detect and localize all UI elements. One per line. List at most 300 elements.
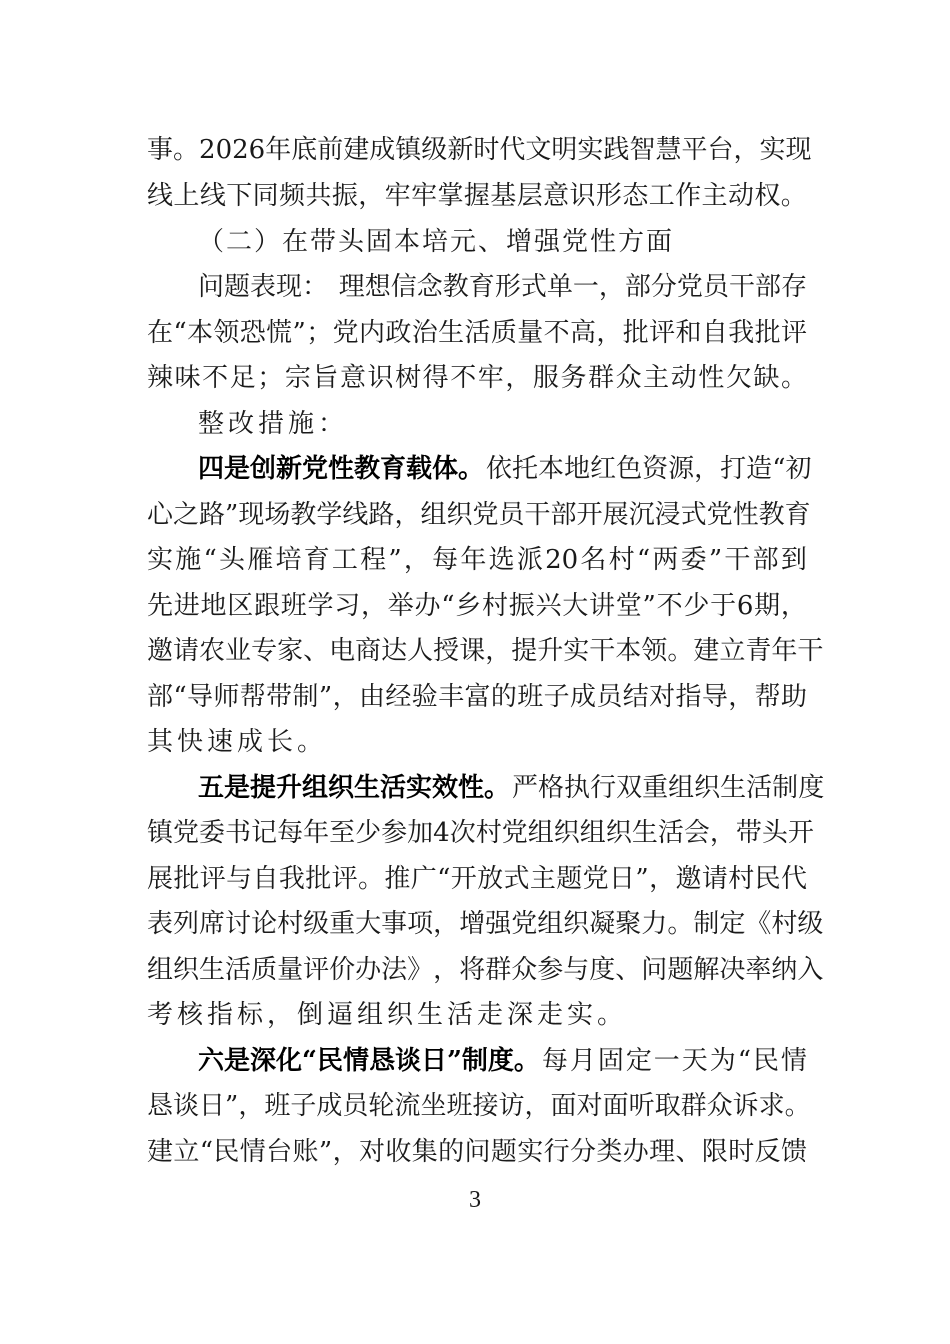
glyph: 选 — [488, 545, 515, 575]
glyph: 建 — [343, 135, 370, 165]
glyph: 每 — [277, 818, 304, 848]
glyph: 色 — [616, 454, 643, 484]
glyph: 与 — [563, 955, 590, 985]
glyph: 生 — [438, 318, 465, 348]
glyph: 辣 — [147, 363, 174, 393]
glyph: “ — [772, 454, 786, 484]
glyph: 前 — [317, 135, 344, 165]
glyph: 诉 — [732, 1091, 759, 1121]
glyph: 民 — [213, 1137, 240, 1167]
glyph: 事 — [147, 135, 174, 165]
glyph: 践 — [603, 135, 630, 165]
glyph: 欠 — [725, 363, 752, 393]
measure-6-text — [542, 1041, 807, 1081]
glyph: 年 — [303, 818, 330, 848]
glyph: 大 — [355, 909, 382, 939]
glyph: 党 — [582, 864, 609, 894]
glyph: 组 — [537, 909, 564, 939]
glyph: 授 — [433, 636, 460, 666]
glyph: 办 — [622, 1137, 649, 1167]
glyph: 不 — [656, 591, 683, 621]
glyph: 程 — [360, 545, 387, 575]
glyph: 生 — [199, 955, 226, 985]
glyph: 党 — [501, 818, 528, 848]
glyph: 实 — [147, 545, 174, 575]
glyph: 批 — [622, 318, 649, 348]
glyph: ， — [358, 181, 385, 211]
text-line — [147, 677, 807, 717]
measure-4-first-line — [198, 449, 812, 489]
glyph: 党 — [332, 318, 359, 348]
glyph: 将 — [459, 955, 486, 985]
glyph: 立 — [173, 1137, 200, 1167]
glyph: 推 — [384, 864, 411, 894]
glyph: ， — [598, 272, 625, 302]
glyph: ： — [302, 272, 329, 302]
text-line — [147, 859, 807, 899]
glyph: 表 — [147, 909, 174, 939]
text-line — [147, 176, 807, 216]
text-line — [147, 130, 812, 170]
glyph: 村 — [482, 591, 509, 621]
glyph: 实 — [563, 636, 590, 666]
glyph: 4 — [433, 818, 450, 848]
glyph: 干 — [724, 545, 751, 575]
glyph: 格 — [538, 773, 565, 803]
glyph: ， — [505, 363, 532, 393]
glyph: 双 — [616, 773, 643, 803]
glyph: 育 — [784, 500, 811, 530]
glyph: 式 — [680, 500, 707, 530]
glyph: 少 — [683, 591, 710, 621]
glyph: 题 — [556, 864, 583, 894]
glyph: 批 — [173, 864, 200, 894]
glyph: 领 — [213, 318, 240, 348]
glyph: 务 — [560, 363, 587, 393]
glyph: 广 — [410, 864, 437, 894]
glyph: 对 — [358, 1137, 385, 1167]
glyph: 对 — [649, 682, 676, 712]
glyph: 农 — [199, 636, 226, 666]
glyph: 组 — [579, 818, 606, 848]
text-line — [147, 631, 824, 671]
glyph: 论 — [251, 909, 278, 939]
glyph: 镇 — [395, 135, 422, 165]
glyph: 存 — [780, 272, 807, 302]
glyph: 达 — [381, 636, 408, 666]
glyph: 助 — [780, 682, 807, 712]
glyph: 牢 — [411, 181, 438, 211]
glyph: 次 — [449, 818, 476, 848]
glyph: 念 — [416, 272, 443, 302]
glyph: 场 — [264, 500, 291, 530]
glyph: 。 — [667, 636, 694, 666]
glyph: 列 — [173, 909, 200, 939]
glyph: 级 — [303, 909, 330, 939]
glyph: 本 — [187, 318, 214, 348]
glyph: 织 — [563, 909, 590, 939]
glyph: 态 — [622, 181, 649, 211]
glyph: ； — [306, 318, 333, 348]
measures-label: 整改措施： — [198, 409, 349, 439]
text-line: 考核指标，倒逼组织生活走深走实。 — [147, 1000, 628, 1030]
glyph: 自 — [252, 864, 279, 894]
glyph: 率 — [745, 955, 772, 985]
glyph: 一 — [572, 272, 599, 302]
glyph: 干 — [797, 636, 824, 666]
glyph: 富 — [464, 682, 491, 712]
glyph: 。 — [780, 181, 807, 211]
glyph: 代 — [780, 864, 807, 894]
glyph: 高 — [569, 318, 596, 348]
glyph: 书 — [225, 818, 252, 848]
glyph: 轮 — [368, 1091, 395, 1121]
glyph: 不 — [202, 363, 229, 393]
glyph: 织 — [605, 818, 632, 848]
glyph: 组 — [147, 955, 174, 985]
glyph: 资 — [642, 454, 669, 484]
glyph: 分 — [569, 1137, 596, 1167]
glyph: 共 — [305, 181, 332, 211]
glyph: 行 — [590, 773, 617, 803]
glyph: 量 — [277, 955, 304, 985]
glyph: 反 — [754, 1137, 781, 1167]
glyph: 增 — [459, 909, 486, 939]
glyph: 之 — [173, 500, 200, 530]
glyph: ” — [708, 545, 723, 575]
text-line — [147, 313, 807, 353]
glyph: 性 — [732, 500, 759, 530]
glyph: 子 — [543, 682, 570, 712]
glyph: ” — [225, 1091, 239, 1121]
glyph: 会 — [683, 818, 710, 848]
glyph: 帮 — [754, 682, 781, 712]
glyph: 党 — [173, 818, 200, 848]
glyph: 与 — [226, 864, 253, 894]
glyph: 线 — [342, 500, 369, 530]
glyph: ， — [403, 545, 430, 575]
glyph: 我 — [728, 318, 755, 348]
glyph: 路 — [368, 500, 395, 530]
glyph: 6 — [736, 591, 754, 621]
glyph: 主 — [643, 363, 670, 393]
text-line — [147, 813, 814, 853]
glyph: 员 — [342, 1091, 369, 1121]
glyph: 。 — [780, 363, 807, 393]
glyph: 员 — [702, 272, 729, 302]
glyph: 展 — [147, 864, 174, 894]
glyph: 时 — [728, 1137, 755, 1167]
glyph: 台 — [266, 1137, 293, 1167]
glyph: 帮 — [239, 682, 266, 712]
glyph: 建 — [147, 1137, 174, 1167]
glyph: 批 — [305, 864, 332, 894]
glyph: 握 — [463, 181, 490, 211]
glyph: 电 — [329, 636, 356, 666]
glyph: 、 — [615, 955, 642, 985]
glyph: 年 — [460, 545, 487, 575]
glyph: 本 — [538, 454, 565, 484]
glyph: 成 — [316, 1091, 343, 1121]
glyph: 想 — [364, 272, 391, 302]
glyph: 班 — [517, 682, 544, 712]
glyph: 。 — [173, 135, 200, 165]
glyph: ， — [238, 1091, 265, 1121]
glyph: 织 — [173, 955, 200, 985]
glyph: 初 — [785, 454, 812, 484]
glyph: 级 — [797, 909, 824, 939]
glyph: 头 — [218, 545, 245, 575]
glyph: 力 — [641, 909, 668, 939]
glyph: ， — [728, 682, 755, 712]
glyph: 信 — [390, 272, 417, 302]
glyph: 类 — [596, 1137, 623, 1167]
glyph: “ — [199, 1137, 214, 1167]
glyph: ； — [257, 363, 284, 393]
text-line — [147, 1086, 811, 1126]
glyph: 平 — [681, 135, 708, 165]
glyph: 升 — [537, 636, 564, 666]
glyph: 员 — [498, 500, 525, 530]
glyph: 带 — [266, 682, 293, 712]
glyph: 众 — [511, 955, 538, 985]
glyph: 振 — [331, 181, 358, 211]
glyph: 开 — [787, 818, 814, 848]
glyph: 干 — [524, 500, 551, 530]
glyph: 评 — [303, 955, 330, 985]
glyph: 建 — [693, 636, 720, 666]
glyph: “ — [437, 864, 451, 894]
glyph: 振 — [508, 591, 535, 621]
glyph: 放 — [477, 864, 504, 894]
glyph: 日 — [199, 1091, 226, 1121]
glyph: 不 — [450, 363, 477, 393]
glyph: 教 — [758, 500, 785, 530]
glyph: 限 — [701, 1137, 728, 1167]
glyph: 席 — [199, 909, 226, 939]
glyph: 村 — [475, 818, 502, 848]
glyph: 跟 — [254, 591, 281, 621]
glyph: 谈 — [173, 1091, 200, 1121]
glyph: 学 — [307, 591, 334, 621]
glyph: 村 — [771, 909, 798, 939]
glyph: ， — [332, 682, 359, 712]
glyph: 日 — [609, 864, 636, 894]
glyph: 题 — [667, 955, 694, 985]
glyph: 级 — [421, 135, 448, 165]
glyph: 主 — [701, 181, 728, 211]
glyph: 评 — [780, 318, 807, 348]
glyph: 面 — [550, 1091, 577, 1121]
glyph: 心 — [147, 500, 174, 530]
glyph: 现 — [276, 272, 303, 302]
glyph: 不 — [543, 318, 570, 348]
glyph: 访 — [498, 1091, 525, 1121]
glyph: 月 — [569, 1046, 596, 1076]
glyph: 课 — [459, 636, 486, 666]
glyph: 于 — [710, 591, 737, 621]
glyph: 账 — [292, 1137, 319, 1167]
glyph: 先 — [147, 591, 174, 621]
glyph: 干 — [728, 272, 755, 302]
glyph: 一 — [653, 1046, 680, 1076]
glyph: ， — [524, 1091, 551, 1121]
glyph: ” — [388, 545, 402, 575]
glyph: 掌 — [437, 181, 464, 211]
glyph: 题 — [224, 272, 251, 302]
glyph: “ — [636, 545, 651, 575]
glyph: 聚 — [615, 909, 642, 939]
glyph: 群 — [485, 955, 512, 985]
measure-5-title: 五是提升组织生活实效性。 — [198, 773, 511, 803]
glyph: 线 — [147, 181, 174, 211]
text-line — [147, 950, 824, 990]
measure-6-first-line — [198, 1041, 807, 1081]
glyph: 班 — [280, 591, 307, 621]
glyph: 实 — [577, 135, 604, 165]
glyph: 群 — [588, 363, 615, 393]
glyph: 执 — [564, 773, 591, 803]
glyph: 为 — [709, 1046, 736, 1076]
glyph: 面 — [602, 1091, 629, 1121]
text-line — [147, 586, 807, 626]
glyph: 权 — [754, 181, 781, 211]
glyph: ” — [318, 1137, 333, 1167]
glyph: 造 — [746, 454, 773, 484]
glyph: 识 — [569, 181, 596, 211]
glyph: 青 — [745, 636, 772, 666]
glyph: 意 — [543, 181, 570, 211]
glyph: 领 — [641, 636, 668, 666]
glyph: 验 — [411, 682, 438, 712]
glyph: 台 — [707, 135, 734, 165]
text-line — [147, 540, 807, 580]
glyph: 评 — [331, 864, 358, 894]
glyph: 施 — [175, 545, 202, 575]
glyph: 形 — [494, 272, 521, 302]
glyph: 项 — [407, 909, 434, 939]
glyph: 民 — [752, 1046, 779, 1076]
glyph: 活 — [657, 818, 684, 848]
glyph: 组 — [527, 818, 554, 848]
glyph: 集 — [411, 1137, 438, 1167]
glyph: 重 — [642, 773, 669, 803]
glyph: 党 — [706, 500, 733, 530]
glyph: 性 — [698, 363, 725, 393]
glyph: 成 — [569, 682, 596, 712]
glyph: 强 — [485, 909, 512, 939]
glyph: 托 — [512, 454, 539, 484]
glyph: ， — [649, 864, 676, 894]
glyph: 表 — [250, 272, 277, 302]
glyph: 本 — [615, 636, 642, 666]
glyph: 记 — [251, 818, 278, 848]
glyph: 干 — [589, 636, 616, 666]
glyph: 足 — [229, 363, 256, 393]
glyph: 经 — [385, 682, 412, 712]
glyph: 在 — [147, 318, 174, 348]
glyph: 理 — [338, 272, 365, 302]
glyph: ， — [596, 318, 623, 348]
glyph: 请 — [701, 864, 728, 894]
glyph: 部 — [752, 545, 779, 575]
glyph: 邀 — [675, 864, 702, 894]
glyph: 期 — [754, 591, 781, 621]
measure-5-first-line — [198, 768, 825, 808]
glyph: 坐 — [420, 1091, 447, 1121]
glyph: 村 — [728, 864, 755, 894]
glyph: 馈 — [780, 1137, 807, 1167]
glyph: 凝 — [589, 909, 616, 939]
glyph: 提 — [511, 636, 538, 666]
glyph: 入 — [797, 955, 824, 985]
glyph: 请 — [173, 636, 200, 666]
glyph: 上 — [173, 181, 200, 211]
glyph: 题 — [490, 1137, 517, 1167]
glyph: 依 — [486, 454, 513, 484]
glyph: 每 — [541, 1046, 568, 1076]
glyph: 识 — [367, 363, 394, 393]
glyph: 取 — [654, 1091, 681, 1121]
glyph: 法 — [381, 955, 408, 985]
glyph: 基 — [490, 181, 517, 211]
glyph: “ — [203, 545, 217, 575]
glyph: 层 — [516, 181, 543, 211]
glyph: 制 — [693, 909, 720, 939]
glyph: 宗 — [284, 363, 311, 393]
glyph: 办 — [414, 591, 441, 621]
glyph: 现 — [785, 135, 812, 165]
glyph: 严 — [512, 773, 539, 803]
glyph: 树 — [395, 363, 422, 393]
glyph: 参 — [537, 955, 564, 985]
glyph: 党 — [676, 272, 703, 302]
glyph: 党 — [511, 909, 538, 939]
glyph: 派 — [516, 545, 543, 575]
glyph: 习 — [334, 591, 361, 621]
glyph: 理 — [649, 1137, 676, 1167]
glyph: 教 — [442, 272, 469, 302]
glyph: 育 — [303, 545, 330, 575]
glyph: “ — [173, 682, 187, 712]
measure-6-title: 六是深化“民情恳谈日”制度。 — [198, 1046, 540, 1076]
glyph: 天 — [681, 1046, 708, 1076]
glyph: 问 — [464, 1137, 491, 1167]
glyph: 民 — [754, 864, 781, 894]
glyph: 委 — [199, 818, 226, 848]
glyph: ， — [733, 135, 760, 165]
glyph: ” — [318, 682, 333, 712]
glyph: 听 — [628, 1091, 655, 1121]
glyph: 自 — [701, 318, 728, 348]
glyph: 立 — [719, 636, 746, 666]
glyph: 举 — [387, 591, 414, 621]
glyph: 活 — [464, 318, 491, 348]
glyph: ” — [292, 318, 306, 348]
glyph: 》 — [407, 955, 434, 985]
glyph: 实 — [517, 1137, 544, 1167]
glyph: 度 — [798, 773, 825, 803]
glyph: ， — [780, 591, 807, 621]
glyph: 定 — [625, 1046, 652, 1076]
glyph: 师 — [213, 682, 240, 712]
glyph: 制 — [772, 773, 799, 803]
glyph: ” — [635, 864, 649, 894]
glyph: 。 — [667, 909, 694, 939]
glyph: 委 — [680, 545, 707, 575]
glyph: 单 — [546, 272, 573, 302]
glyph: 量 — [517, 318, 544, 348]
